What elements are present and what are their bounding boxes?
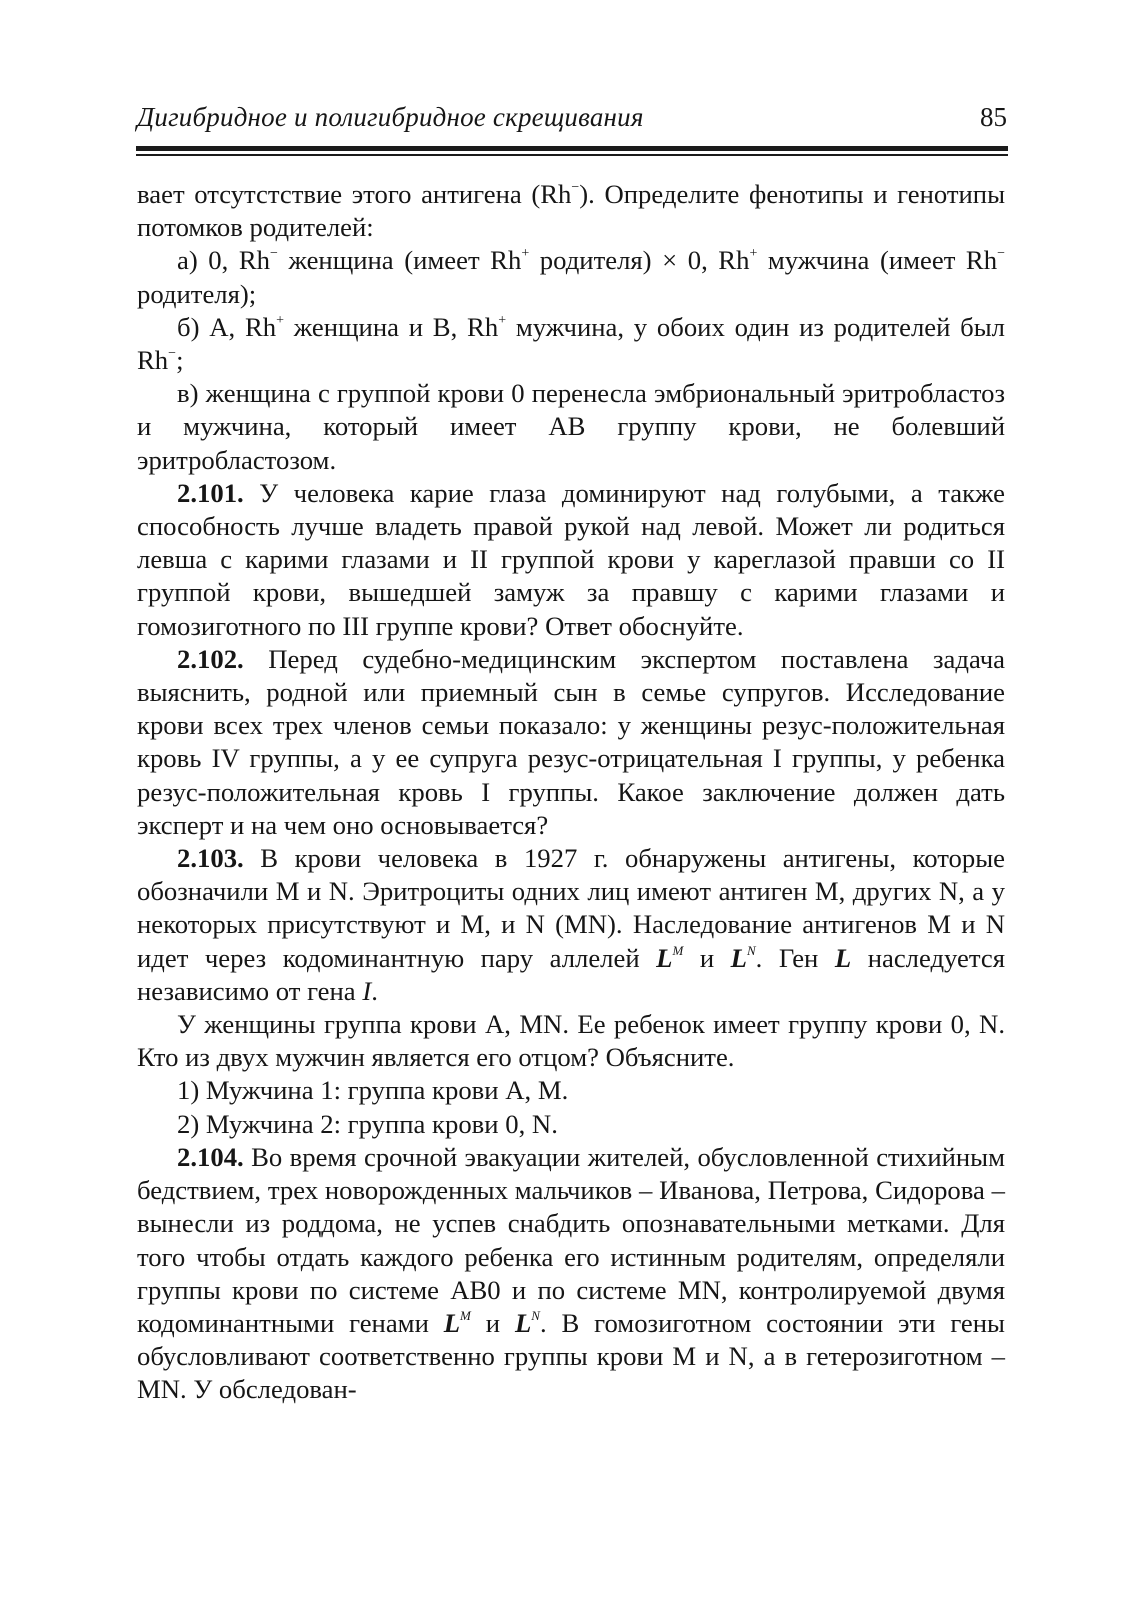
running-title: Дигибридное и полигибридное скрещивания <box>137 102 644 132</box>
gene-symbol: I <box>362 975 372 1006</box>
superscript: + <box>749 246 758 262</box>
superscript: − <box>997 246 1005 262</box>
problem-2-103 <box>137 842 1005 1008</box>
gene-symbol: L <box>656 942 673 973</box>
text-run: женщина (имеет Rh <box>277 245 522 276</box>
text-run: ; <box>176 345 184 376</box>
text-run: . Ген <box>755 942 835 973</box>
problem-2-102 <box>137 643 1005 842</box>
problem-text: Во время срочной эвакуации жителей, обусловленной стихийным бедствием, трех новорожденных мальчиков – Иванова, Петрова, Сидорова – вынесли из роддома, не успев снабдить опознавательными метками. Для того чтобы отдать каждого ребенка его истинным родителям, определяли группы крови по системе АВ0 и по системе MN, контролируемой двумя кодоминантными генами <box>137 1141 1005 1338</box>
text-run: женщина и В, Rh <box>284 311 499 342</box>
problem-text: У человека карие глаза доминируют над голубыми, а также способность лучше владеть правой рукой над левой. Может ли родиться левша с карими глазами и II группой крови у кареглазой правши со II группой крови, вышедшей замуж за правшу с карими глазами и гомозиготного по III группе крови? Ответ обоснуйте. <box>137 477 1005 641</box>
text-run: ). Определите фенотипы и генотипы потомков родителей: <box>137 179 1005 243</box>
problem-number: 2.104. <box>177 1141 244 1172</box>
paragraph-item-b <box>137 311 1005 377</box>
gene-symbol: L <box>443 1307 461 1338</box>
text-run: б) А, Rh <box>177 311 277 342</box>
superscript: − <box>168 346 177 362</box>
text-run: . В гомозиготном состоянии эти гены обусловливают соответственно группы крови М и N, а в гетерозиготном – MN. У обследован- <box>137 1307 1005 1405</box>
page-header <box>137 100 1007 140</box>
text-run: родителя); <box>137 278 257 309</box>
gene-symbol: L <box>834 942 852 973</box>
header-rule-thin <box>136 154 1008 156</box>
gene-symbol: L <box>730 942 747 973</box>
list-item-man-1: 1) Мужчина 1: группа крови А, М. <box>177 1075 569 1106</box>
superscript: − <box>270 246 278 262</box>
text-run: наследуется независимо от гена <box>137 942 1005 1006</box>
gene-superscript: N <box>531 1307 540 1323</box>
header-rule-thick <box>136 146 1008 151</box>
problem-number: 2.102. <box>177 643 244 674</box>
gene-superscript: M <box>460 1307 471 1323</box>
problem-text: В крови человека в 1927 г. обнаружены антигены, которые обозначили М и N. Эритроциты одних лиц имеют антиген М, других N, а у некоторых присутствуют и М, и N (MN). Наследование антигенов М и N идет через кодоминантную пару аллелей <box>137 843 1005 973</box>
problem-number: 2.103. <box>177 843 244 874</box>
superscript: + <box>498 312 507 328</box>
superscript: + <box>521 246 530 262</box>
text-run: мужчина, у обоих один из родителей был Rh <box>137 311 1005 376</box>
text-run: . <box>371 975 378 1006</box>
superscript: + <box>276 312 285 328</box>
text-run: вает отсутстствие этого антигена (Rh <box>137 179 572 209</box>
paragraph-item-a <box>137 244 1005 310</box>
text-run: и <box>470 1307 515 1338</box>
text-run: а) 0, Rh <box>177 245 271 276</box>
text-run: мужчина (имеет Rh <box>757 245 998 276</box>
gene-symbol: L <box>514 1307 532 1338</box>
paragraph-question: У женщины группа крови А, MN. Ее ребенок имеет группу крови 0, N. Кто из двух мужчин является его отцом? Объясните. <box>137 1009 1005 1073</box>
problem-text: Перед судебно-медицинским экспертом поставлена задача выяснить, родной или приемный сын в семье супругов. Исследование крови всех трех членов семьи показало: у женщины резус-положительная кровь IV группы, а у ее супруга резус-отрицательная I группы, у ребенка резус-положительная кровь I группы. Какое заключение должен дать эксперт и на чем оно основывается? <box>137 643 1005 840</box>
gene-superscript: M <box>672 942 684 958</box>
page-body <box>137 178 1005 1407</box>
text-run: родителя) × 0, Rh <box>529 245 750 276</box>
problem-number: 2.101. <box>177 477 244 508</box>
superscript: − <box>571 180 580 195</box>
paragraph-rh-intro <box>137 178 1005 244</box>
problem-2-104 <box>137 1141 1005 1407</box>
list-item-man-2: 2) Мужчина 2: группа крови 0, N. <box>177 1108 558 1139</box>
page-number: 85 <box>980 102 1007 132</box>
text-run: и <box>683 942 731 973</box>
problem-2-101 <box>137 477 1005 643</box>
gene-superscript: N <box>746 942 756 958</box>
paragraph-item-c: в) женщина с группой крови 0 перенесла эмбриональный эритробластоз и мужчина, который имеет АВ группу крови, не болевший эритробластозом. <box>137 378 1005 475</box>
